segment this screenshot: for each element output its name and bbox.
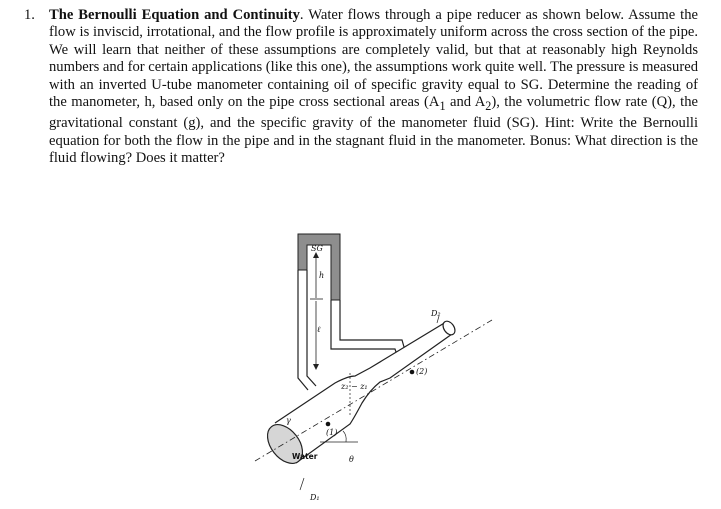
pipe-outline: [275, 322, 452, 463]
problem-body-part-3: ), the volumetric flow rate (Q), the gravitational constant (g), and the specific gravity of the manometer fluid (SG). Hint: Write the Bernoulli equation for both the flow in the pipe and in the stagnant fluid in the manometer. Bonus: What direction is the fluid flowing? Does it matter?: [49, 94, 698, 167]
label-theta: θ: [349, 455, 354, 464]
label-sg: SG: [311, 244, 323, 253]
pipe-centerline: [255, 320, 492, 461]
problem-number: 1.: [24, 7, 35, 23]
label-point-1: (1): [326, 428, 338, 437]
problem-title-period: .: [299, 7, 304, 23]
dimension-l-arrow-bottom: [313, 364, 319, 370]
label-z2-minus-z1: z₂ − z₁: [341, 382, 368, 391]
subscript-a1: 1: [439, 98, 446, 113]
label-gamma: γ: [286, 416, 291, 425]
manometer-left-tube-inner: [307, 270, 316, 386]
pipe-reducer-diagram: [230, 228, 500, 509]
label-h: h: [319, 271, 325, 280]
problem-statement: [24, 7, 698, 168]
label-water: Water: [292, 452, 318, 461]
manometer-right-tube: [340, 300, 406, 354]
problem-body-part-2: and A: [445, 94, 486, 111]
problem-text: [49, 7, 698, 168]
problem-title: The Bernoulli Equation and Continuity: [49, 7, 300, 23]
label-d1: D₁: [310, 493, 320, 502]
pipe-reducer-figure: [230, 228, 500, 509]
label-d2: D₂: [431, 309, 441, 318]
subscript-a2: 2: [485, 98, 492, 113]
point-2-marker: [410, 370, 415, 375]
label-l: ℓ: [317, 325, 321, 334]
theta-arc: [343, 431, 346, 442]
problem-body-part-1: Water flows through a pipe reducer as shown below. Assume the flow is inviscid, irrotational, and the flow profile is approximately uniform across the cross section of the pipe. We will learn that neither of these assumptions are completely valid, but that at reasonably high Reynolds numbers and for certain applications (like this one), the assumptions work quite well. The pressure is measured with an inverted U-tube manometer containing oil of specific gravity equal to SG. Determine the reading of the manometer, h, based only on the pipe cross sectional areas (A: [49, 7, 698, 111]
label-point-2: (2): [416, 367, 428, 376]
point-1-marker: [326, 422, 331, 427]
d1-leader-line: [300, 478, 304, 490]
manometer-right-tube-inner: [331, 300, 398, 358]
